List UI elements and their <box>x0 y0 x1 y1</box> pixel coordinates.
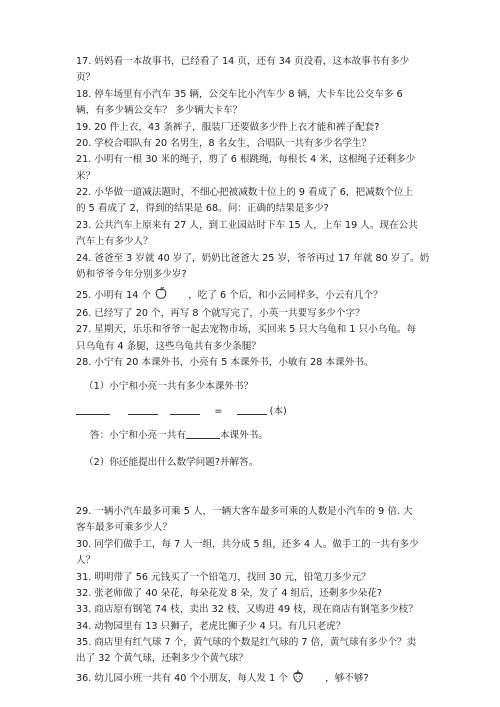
answer-prefix: 答：小宁和小亮一共有 <box>90 430 186 441</box>
question-33: 33. 商店原有钢笔 74 枝，卖出 32 枝，又购进 49 枝，现在商店有钢笔多少枝？ <box>76 604 418 615</box>
question-28-sub-1: （1）小宁和小亮一共有多少本课外书？ <box>84 381 254 392</box>
equals-sign: = <box>214 406 223 417</box>
question-18-line-1: 18. 停车场里有小汽车 35 辆，公交车比小汽车少 8 辆，大卡车比公交车多 6 <box>76 89 403 100</box>
question-18-line-2: 辆，有多少辆公交车？ 多少辆大卡车？ <box>76 105 243 116</box>
question-35-line-1: 35. 商店里有红气球 7 个，黄气球的个数是红气球的 7 倍，黄气球有多少个？卖 <box>76 637 417 648</box>
question-36-text-before: 36. 幼儿园小班一共有 40 个小朋友，每人发 1 个 <box>76 673 288 684</box>
answer-blank-2[interactable] <box>128 405 158 415</box>
question-36-text-after: ，够不够? <box>325 673 369 684</box>
question-24-line-2: 奶和爷爷今年分别多少岁? <box>76 269 187 280</box>
question-22-line-2: 的 5 看成了 2，得到的结果是 68。问：正确的结果是多少? <box>76 203 329 214</box>
question-25-text-after: ，吃了 6 个后，和小云同样多，小云有几个？ <box>188 290 383 301</box>
question-29-line-1: 29. 一辆小汽车最多可乘 5 人，一辆大客车最多可乘的人数是小汽车的 9 倍. 大 <box>76 506 413 517</box>
question-25 <box>76 286 383 304</box>
question-17-line-2: 页？ <box>76 72 96 83</box>
question-30-line-2: 人？ <box>76 555 96 566</box>
question-31: 31. 明明带了 56 元钱买了一个铅笔刀，找回 30 元，铅笔刀多少元？ <box>76 572 371 583</box>
question-21-line-2: 米？ <box>76 171 96 182</box>
answer-suffix: 本课外书。 <box>219 430 268 441</box>
question-22-line-1: 22. 小华做一道减法题时，不细心把被减数十位上的 9 看成了 6，把减数个位上 <box>76 187 414 198</box>
question-23-line-1: 23. 公共汽车上原来有 27 人，到工业园站时下车 15 人，上车 19 人。现在公共 <box>76 220 418 231</box>
question-21-line-1: 21. 小明有一根 30 米的绳子，剪了 6 根跳绳，每根长 4 米，这根绳子还剩多少 <box>76 154 416 165</box>
question-35-line-2: 出了 32 个黄气球，还剩多少个黄气球？ <box>76 653 248 664</box>
strawberry-icon <box>292 669 304 687</box>
question-19: 19. 20 件上衣，43 条裤子，服装厂还要做多少件上衣才能和裤子配套? <box>76 122 380 133</box>
answer-blank-3[interactable] <box>170 405 200 415</box>
question-23-line-2: 汽车上有多少人？ <box>76 236 153 247</box>
question-28-answer <box>90 429 268 442</box>
unit-label: (本) <box>269 406 287 417</box>
question-27-line-1: 27. 星期天，乐乐和爷爷一起去宠物市场，买回来 5 只大乌龟和 1 只小乌龟。每 <box>76 324 417 335</box>
question-36 <box>76 669 369 687</box>
question-20: 20. 学校合唱队有 20 名男生，8 名女生，合唱队一共有多少名学生？ <box>76 138 372 149</box>
answer-blank-1[interactable] <box>76 405 110 415</box>
question-24-line-1: 24. 爸爸至 3 岁就 40 岁了，奶奶比爸爸大 25 岁，爷爷再过 17 年就 80 岁了。奶 <box>76 253 430 264</box>
question-34: 34. 动物园里有 13 只狮子，老虎比狮子少 4 只。有几只老虎？ <box>76 621 346 632</box>
answer-blank-5[interactable] <box>186 429 220 439</box>
question-25-text-before: 25. 小明有 14 个 <box>76 290 151 301</box>
question-32: 32. 张老师做了 40 朵花，每朵花发 8 朵，发了 4 组后，还剩多少朵花? <box>76 588 382 599</box>
question-28-equation <box>76 405 287 418</box>
question-29-line-2: 客车最多可乘多少人？ <box>76 522 172 533</box>
question-28-sub-2: （2）你还能提出什么数学问题?并解答。 <box>84 457 259 468</box>
question-30-line-1: 30. 同学们做手工，每 7 人一组，共分成 5 组，还多 4 人。做手工的一共有多少 <box>76 539 419 550</box>
question-27-line-2: 只乌龟有 4 条腿，这些乌龟共有多少条腿？ <box>76 341 261 352</box>
question-17-line-1: 17. 妈妈看一本故事书，已经看了 14 页，还有 34 页没看，这本故事书有多少 <box>76 56 410 67</box>
answer-blank-4[interactable] <box>237 405 267 415</box>
question-28: 28. 小宁有 20 本课外书，小亮有 5 本课外书，小敏有 28 本课外书。 <box>76 357 374 368</box>
question-26: 26. 已经写了 20 个，再写 8 个就写完了，小英一共要写多少个字？ <box>76 308 365 319</box>
apple-icon <box>155 286 167 304</box>
